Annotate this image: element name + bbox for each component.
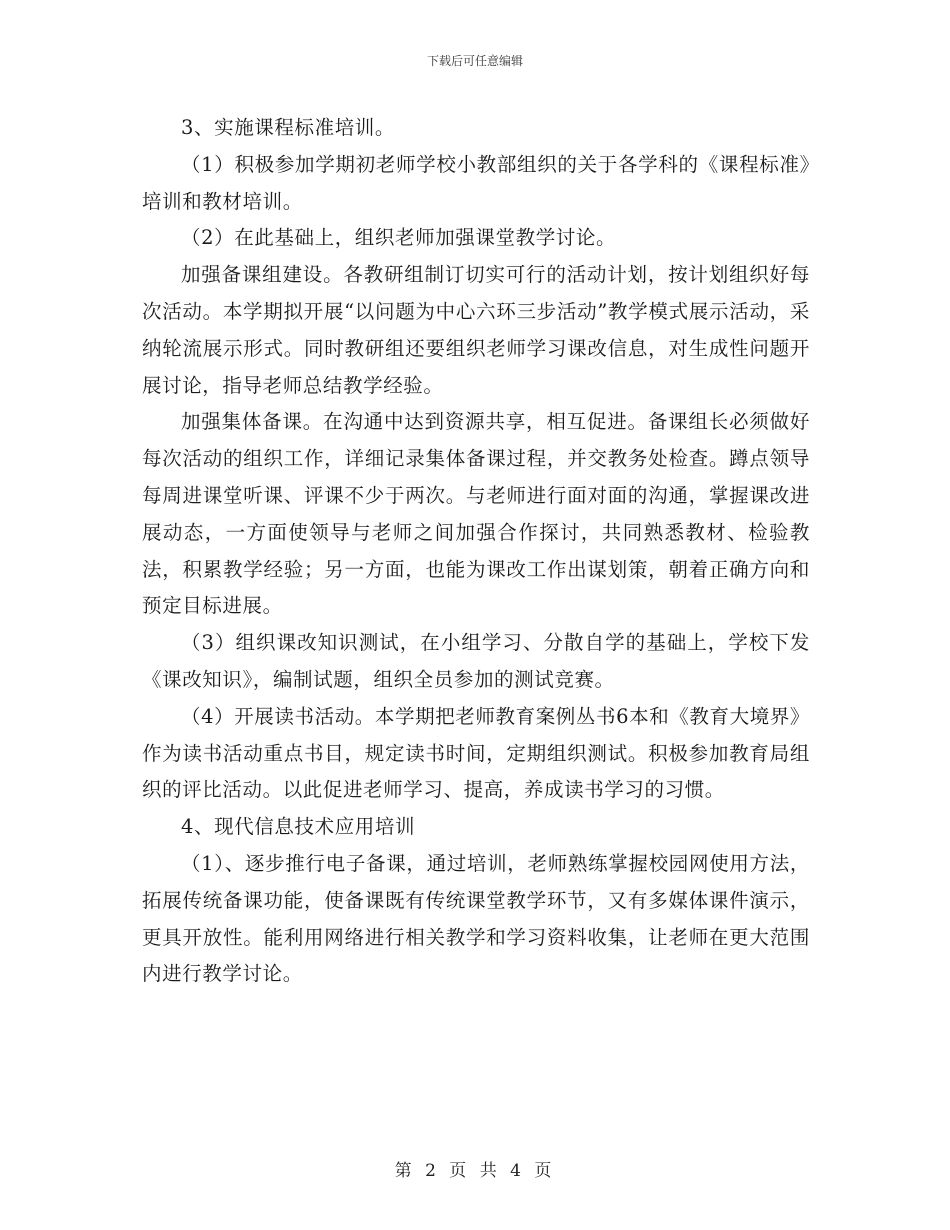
- paragraph-lesson-group: 加强备课组建设。各教研组制订切实可行的活动计划，按计划组织好每次活动。本学期拟开展“以问题为中心六环三步活动”教学模式展示活动，采纳轮流展示形式。同时教研组还要组织老师学习课改信息，对生成性问题开展讨论，指导老师总结教学经验。: [142, 263, 810, 397]
- page-header: 下载后可任意编辑: [426, 54, 523, 68]
- paragraph-item-4: （4）开展读书活动。本学期把老师教育案例丛书6本和《教育大境界》作为读书活动重点书目，规定读书时间，定期组织测试。积极参加教育局组织的评比活动。以此促进老师学习、提高，养成读书学习的习惯。: [142, 704, 811, 802]
- paragraph-item-3: （3）组织课改知识测试，在小组学习、分散自学的基础上，学校下发《课改知识》，编制试题，组织全员参加的测试竞赛。: [142, 631, 810, 691]
- paragraph-section-4-item-1: （1）、逐步推行电子备课，通过培训，老师熟练掌握校园网使用方法，拓展传统备课功能，使备课既有传统课堂教学环节，又有多媒体课件演示，更具开放性。能利用网络进行相关教学和学习资料收集，让老师在更大范围内进行教学讨论。: [142, 851, 810, 986]
- paragraph-collective-prep: 加强集体备课。在沟通中达到资源共享，相互促进。备课组长必须做好每次活动的组织工作，详细记录集体备课过程，并交教务处检查。蹲点领导每周进课堂听课、评课不少于两次。与老师进行面对面的沟通，掌握课改进展动态，一方面使领导与老师之间加强合作探讨，共同熟悉教材、检验教法，积累教学经验；另一方面，也能为课改工作出谋划策，朝着正确方向和预定目标进展。: [142, 410, 810, 618]
- document-body: [142, 110, 810, 993]
- paragraph-section-3-title: 3、实施课程标准培训。: [181, 116, 396, 139]
- paragraph-item-1: （1）积极参加学期初老师学校小教部组织的关于各学科的《课程标准》培训和教材培训。: [142, 152, 810, 213]
- paragraph-item-2: （2）在此基础上，组织老师加强课堂教学讨论。: [181, 226, 617, 250]
- page-number: 第 2 页 共 4 页: [394, 1161, 556, 1181]
- paragraph-section-4-title: 4、现代信息技术应用培训: [181, 815, 416, 839]
